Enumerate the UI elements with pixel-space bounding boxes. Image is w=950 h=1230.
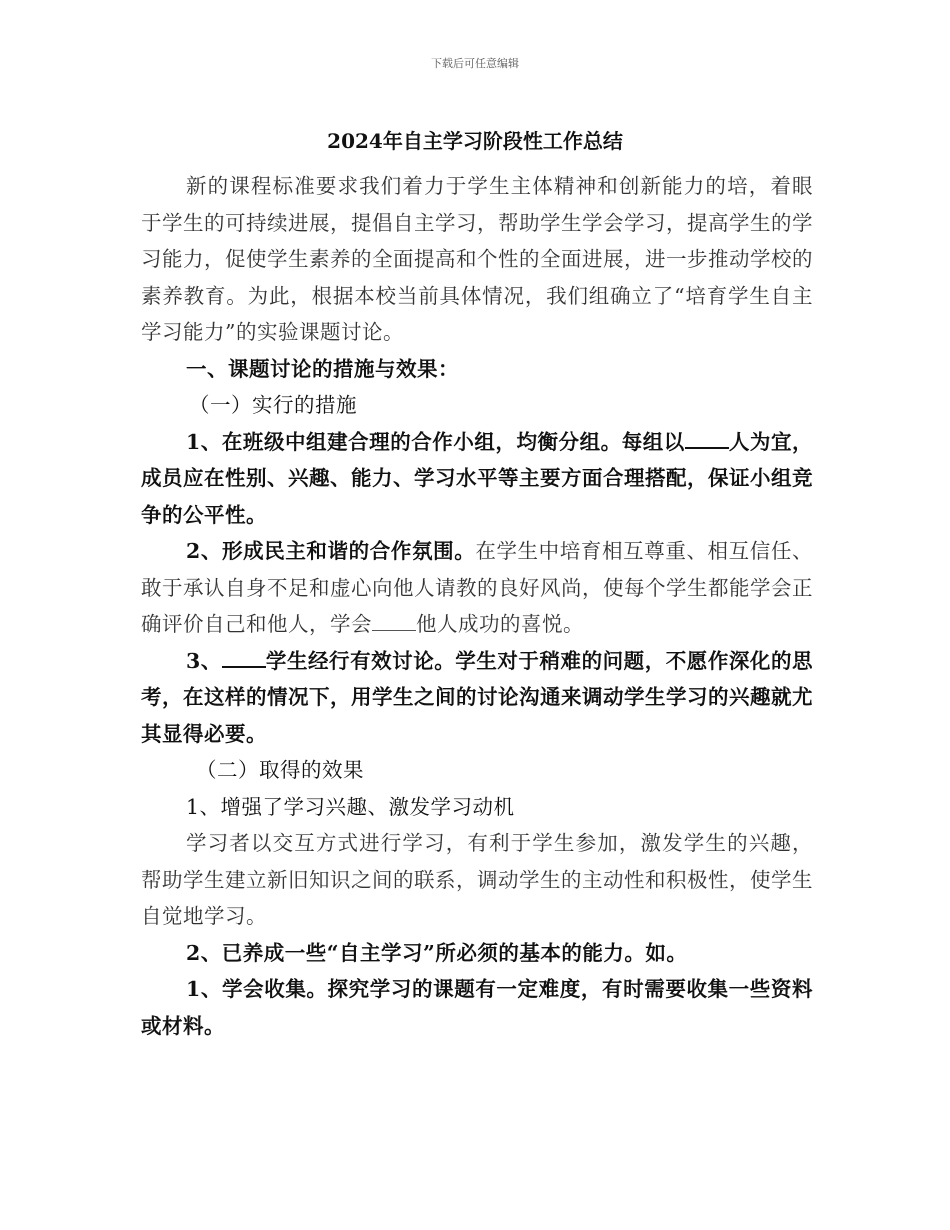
effect1-heading: 1、增强了学习兴趣、激发学习动机 [186, 794, 515, 819]
header-note: 下载后可任意编辑 [431, 57, 519, 70]
measure3-text-a: 3、 [186, 648, 222, 673]
measure3-paragraph [141, 643, 813, 753]
fill-blank [222, 646, 266, 668]
sub2-heading: （二）取得的效果 [196, 758, 364, 782]
document-title: 2024年自主学习阶段性工作总结 [327, 129, 623, 153]
intro-paragraph: 新的课程标准要求我们着力于学生主体精神和创新能力的培，着眼于学生的可持续进展，提倡自主学习，帮助学生学会学习，提高学生的学习能力，促使学生素养的全面提高和个性的全面进展，进一步推动学校的素养教育。为此，根据本校当前具体情况，我们组确立了“培育学生自主学习能力”的实验课题讨论。 [141, 174, 813, 344]
sub1-heading: （一）实行的措施 [189, 393, 357, 417]
measure1-paragraph [141, 424, 813, 534]
effect2-item1: 1、学会收集。探究学习的课题有一定难度，有时需要收集一些资料或材料。 [141, 977, 813, 1038]
fill-blank [685, 427, 729, 449]
effect2-heading: 2、已养成一些“自主学习”所必须的基本的能力。如。 [186, 940, 688, 965]
measure2-bold-text: 2、形成民主和谐的合作氛围。 [186, 539, 476, 563]
measure1-text-b: 人为宜，成员应在性别、兴趣、能力、学习水平等主要方面合理搭配，保证小组竞争的公平性。 [141, 429, 814, 527]
document-body [141, 168, 813, 1044]
measure2-paragraph [141, 533, 813, 643]
fill-blank [372, 610, 416, 631]
measure2-text-a: 在学生中培育相互尊重、相互信任、敢于承认自身不足和虚心向他人请教的良好风尚，使每个学生都能学会正确评价自己和他人，学会 [141, 539, 814, 636]
section1-heading: 一、课题讨论的措施与效果： [186, 356, 459, 381]
measure2-text-b: 他人成功的喜悦。 [416, 612, 584, 636]
measure3-text-b: 学生经行有效讨论。学生对于稍难的问题，不愿作深化的思考，在这样的情况下，用学生之间的讨论沟通来调动学生学习的兴趣就尤其显得必要。 [141, 648, 814, 746]
measure1-text-a: 1、在班级中组建合理的合作小组，均衡分组。每组以 [186, 429, 685, 454]
effect1-paragraph: 学习者以交互方式进行学习，有利于学生参加，激发学生的兴趣，帮助学生建立新旧知识之间的联系，调动学生的主动性和积极性，使学生自觉地学习。 [141, 831, 813, 928]
